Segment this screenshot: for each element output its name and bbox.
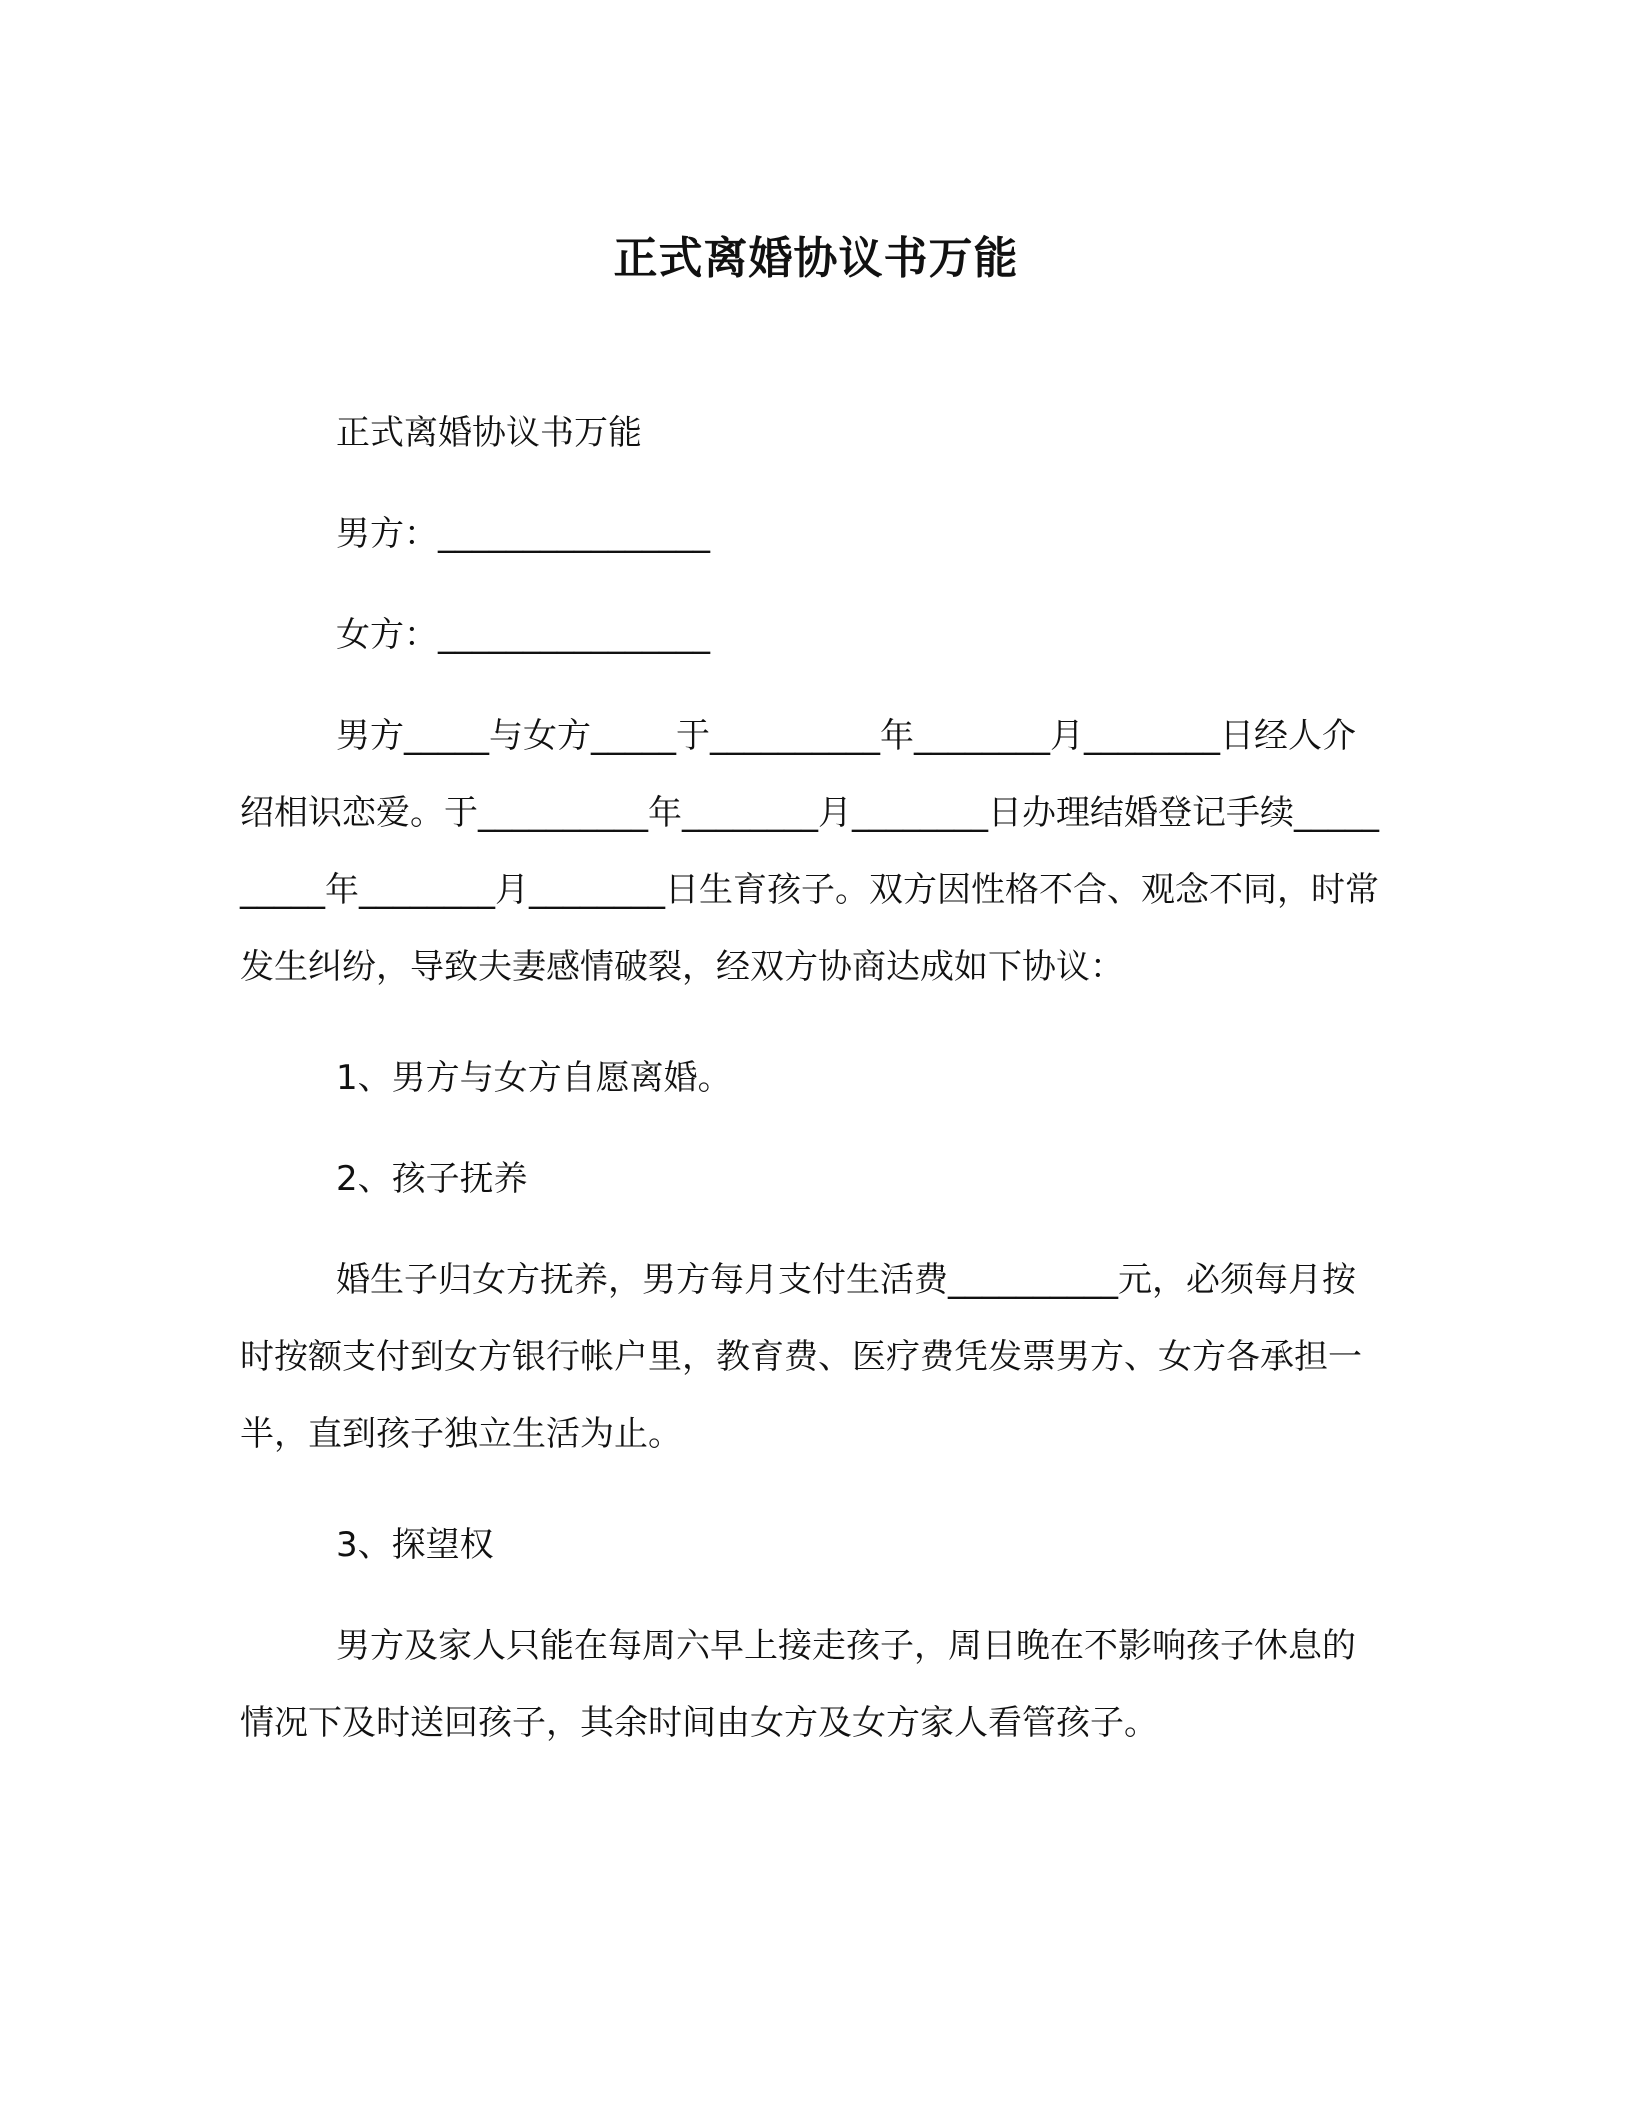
female-party-field: 女方：________________ — [336, 615, 710, 655]
male-party-field: 男方：________________ — [336, 514, 710, 554]
subtitle-paragraph: 正式离婚协议书万能 — [336, 413, 642, 453]
background-paragraph: 男方_____与女方_____于__________年________月________日经人介绍相识恋爱。于__________年________月________日办理结婚登记手续__________年________月________日生育孩子。双方因性格不合、观念不同，时常发生纠纷，导致夫妻感情破裂，经双方协商达成如下协议： — [240, 716, 1379, 987]
clause-3-body: 男方及家人只能在每周六早上接走孩子，周日晚在不影响孩子休息的情况下及时送回孩子，其余时间由女方及女方家人看管孩子。 — [240, 1626, 1356, 1743]
clause-2-body: 婚生子归女方抚养，男方每月支付生活费__________元，必须每月按时按额支付到女方银行帐户里，教育费、医疗费凭发票男方、女方各承担一半，直到孩子独立生活为止。 — [240, 1260, 1362, 1454]
clause-3-heading: 3、探望权 — [336, 1525, 494, 1565]
clause-1: 1、男方与女方自愿离婚。 — [336, 1058, 732, 1098]
clause-2-heading: 2、孩子抚养 — [336, 1159, 528, 1199]
document-body — [240, 395, 1384, 1786]
document-title: 正式离婚协议书万能 — [613, 233, 1019, 284]
